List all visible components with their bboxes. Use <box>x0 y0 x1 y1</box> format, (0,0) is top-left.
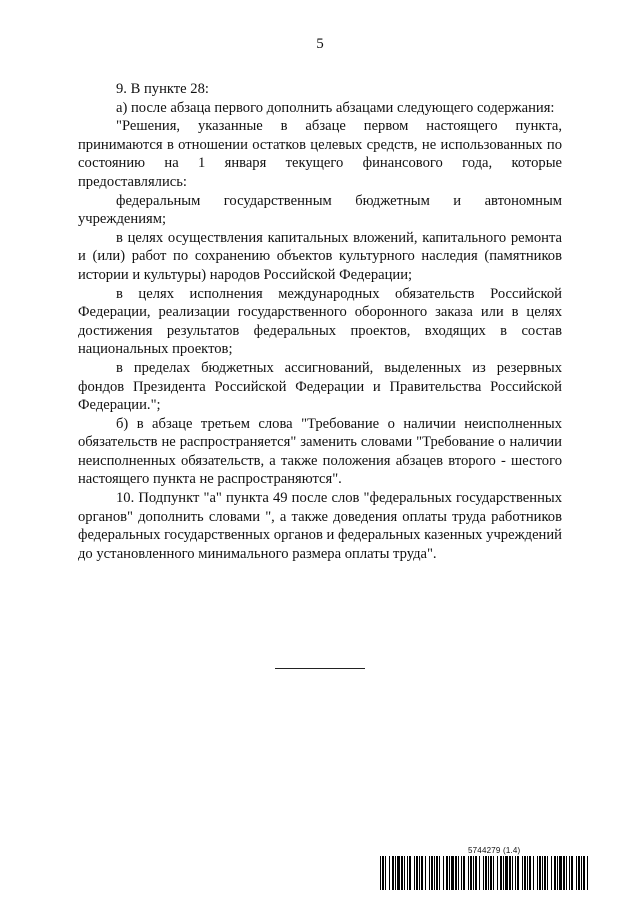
barcode-icon <box>380 856 590 890</box>
paragraph-quote-line-1: федеральным государственным бюджетным и автономным учреждениям; <box>78 192 562 228</box>
paragraph-item-9-heading: 9. В пункте 28: <box>116 81 209 97</box>
paragraph-quote-line-3: в целях исполнения международных обязательств Российской Федерации, реализации государственного оборонного заказа или в целях достижения результатов федеральных проектов, входящих в состав национальных проектов; <box>78 285 562 358</box>
paragraph-subitem-a: а) после абзаца первого дополнить абзацами следующего содержания: <box>116 99 555 116</box>
paragraph-subitem-b: б) в абзаце третьем слова "Требование о наличии неисполненных обязательств не распространяется" заменить словами "Требование о наличии неисполненных обязательств, а также положения абзацев второго - шестого настоящего пункта не распространяются". <box>78 415 562 488</box>
paragraph-quote-intro: "Решения, указанные в абзаце первом настоящего пункта, принимаются в отношении остатков целевых средств, не использованных по состоянию на 1 января текущего финансового года, которые предоставлялись: <box>78 118 562 190</box>
paragraph-item-10: 10. Подпункт "а" пункта 49 после слов "федеральных государственных органов" дополнить словами ", а также доведения оплаты труда работников федеральных государственных органов и федеральных казенных учреждений до установленного минимального размера оплаты труда". <box>78 490 562 562</box>
paragraph-quote-line-2: в целях осуществления капитальных вложений, капитального ремонта и (или) работ по сохранению объектов культурного наследия (памятников истории и культуры) народов Российской Федерации; <box>78 229 562 283</box>
paragraph-quote-line-4: в пределах бюджетных ассигнований, выделенных из резервных фондов Президента Российской Федерации и Правительства Российской Федерации."; <box>78 359 562 414</box>
document-body <box>78 80 562 563</box>
barcode-id: 5744279 (1.4) <box>468 846 521 855</box>
page-number: 5 <box>316 36 324 52</box>
end-divider <box>275 668 365 669</box>
